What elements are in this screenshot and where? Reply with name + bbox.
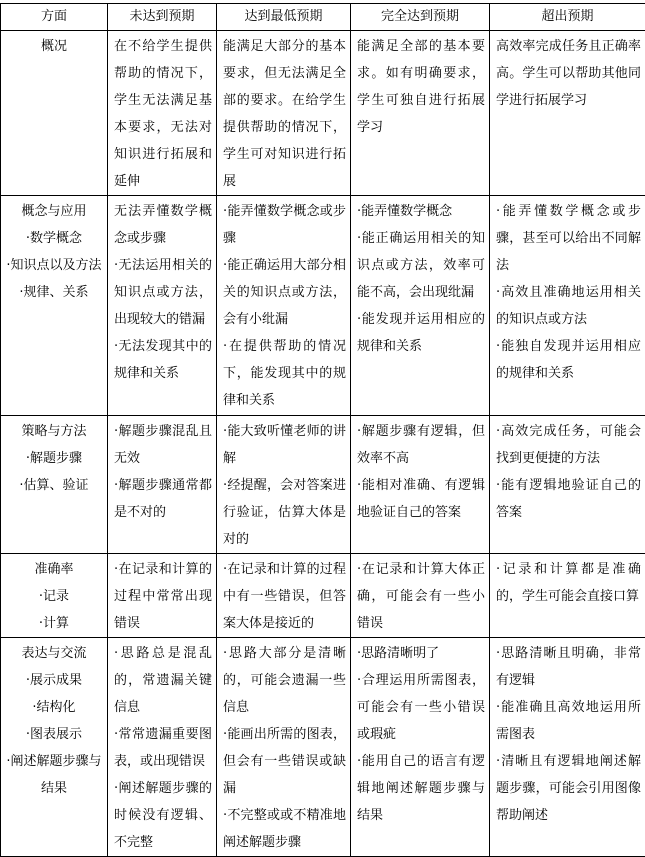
criteria-item: ·无法发现其中的规律和关系 <box>114 333 212 387</box>
criteria-cell-exceeds-expectation <box>490 196 645 416</box>
criteria-item: ·能发现并运用相应的规律和关系 <box>357 306 485 360</box>
criteria-item: ·经提醒，会对答案进行验证，估算大体是对的 <box>223 472 346 553</box>
criteria-cell-below-expectation <box>108 638 217 857</box>
criteria-cell-meets-expectation <box>351 416 490 554</box>
criteria-cell-minimum-expectation <box>217 638 351 857</box>
criteria-item: 高效率完成任务且正确率高。学生可以帮助其他同学进行拓展学习 <box>496 33 641 114</box>
aspect-cell <box>1 416 108 554</box>
table-row <box>1 416 645 554</box>
criteria-item: 无法弄懂数学概念或步骤 <box>114 198 212 252</box>
aspect-subitem: ·规律、关系 <box>3 279 105 306</box>
assessment-rubric-table <box>0 3 645 857</box>
criteria-cell-exceeds-expectation <box>490 554 645 638</box>
table-row <box>1 554 645 638</box>
criteria-item: ·解题步骤通常都是不对的 <box>114 472 212 526</box>
criteria-item: ·能画出所需的图表，但会有一些错误或缺漏 <box>223 721 346 802</box>
aspect-title: 概念与应用 <box>3 198 105 225</box>
criteria-item: ·能正确运用大部分相关的知识点或方法，会有小纰漏 <box>223 252 346 333</box>
criteria-item: 能满足全部的基本要求。如有明确要求，学生可独自进行拓展学习 <box>357 33 485 141</box>
aspect-title: 准确率 <box>3 556 105 583</box>
aspect-subitem: ·数学概念 <box>3 225 105 252</box>
aspect-subitem: ·图表展示 <box>3 721 105 748</box>
aspect-title: 表达与交流 <box>3 640 105 667</box>
column-header-meets-expectation: 完全达到预期 <box>351 4 490 31</box>
criteria-item: ·合理运用所需图表，可能会有一些小错误或瑕疵 <box>357 667 485 748</box>
criteria-item: ·解题步骤有逻辑，但效率不高 <box>357 418 485 472</box>
criteria-cell-exceeds-expectation <box>490 31 645 196</box>
column-header-exceeds-expectation: 超出预期 <box>490 4 645 31</box>
criteria-cell-exceeds-expectation <box>490 638 645 857</box>
criteria-item: ·能弄懂数学概念 <box>357 198 485 225</box>
criteria-item: ·能有逻辑地验证自己的答案 <box>496 472 641 526</box>
aspect-title: 概况 <box>3 33 105 60</box>
criteria-cell-below-expectation <box>108 416 217 554</box>
criteria-item: ·无法运用相关的知识点或方法，出现较大的错漏 <box>114 252 212 333</box>
table-row <box>1 638 645 857</box>
aspect-subitem: ·阐述解题步骤与结果 <box>3 748 105 802</box>
criteria-item: ·思路清晰明了 <box>357 640 485 667</box>
criteria-item: ·能正确运用相关的知识点或方法，效率可能不高，会出现纰漏 <box>357 225 485 306</box>
criteria-cell-below-expectation <box>108 196 217 416</box>
criteria-item: 在不给学生提供帮助的情况下，学生无法满足基本要求，无法对知识进行拓展和延伸 <box>114 33 212 195</box>
criteria-cell-below-expectation <box>108 31 217 196</box>
criteria-item: ·在提供帮助的情况下，能发现其中的规律和关系 <box>223 333 346 414</box>
criteria-item: ·不完整或或不精准地阐述解题步骤 <box>223 802 346 856</box>
criteria-cell-exceeds-expectation <box>490 416 645 554</box>
aspect-subitem: ·解题步骤 <box>3 445 105 472</box>
criteria-item: ·记录和计算都是准确的，学生可能会直接口算 <box>496 556 641 610</box>
aspect-cell <box>1 31 108 196</box>
table-row <box>1 196 645 416</box>
criteria-item: ·能弄懂数学概念或步骤 <box>223 198 346 252</box>
aspect-title: 策略与方法 <box>3 418 105 445</box>
criteria-item: ·思路清晰且明确，非常有逻辑 <box>496 640 641 694</box>
criteria-cell-minimum-expectation <box>217 196 351 416</box>
aspect-subitem: ·计算 <box>3 610 105 637</box>
column-header-below-expectation: 未达到预期 <box>108 4 217 31</box>
aspect-subitem: ·知识点以及方法 <box>3 252 105 279</box>
aspect-subitem: ·估算、验证 <box>3 472 105 499</box>
criteria-item: ·思路大部分是清晰的，可能会遗漏一些信息 <box>223 640 346 721</box>
criteria-cell-minimum-expectation <box>217 31 351 196</box>
criteria-item: ·常常遗漏重要图表，或出现错误 <box>114 721 212 775</box>
criteria-item: ·能准确且高效地运用所需图表 <box>496 694 641 748</box>
criteria-item: ·高效完成任务，可能会找到更便捷的方法 <box>496 418 641 472</box>
criteria-item: ·能大致听懂老师的讲解 <box>223 418 346 472</box>
criteria-item: ·能独自发现并运用相应的规律和关系 <box>496 333 641 387</box>
criteria-cell-meets-expectation <box>351 638 490 857</box>
aspect-subitem: ·记录 <box>3 583 105 610</box>
criteria-item: ·能弄懂数学概念或步骤，甚至可以给出不同解法 <box>496 198 641 279</box>
criteria-item: ·清晰且有逻辑地阐述解题步骤，可能会引用图像帮助阐述 <box>496 748 641 829</box>
header-row <box>1 4 645 31</box>
criteria-item: ·思路总是混乱的，常遗漏关键信息 <box>114 640 212 721</box>
criteria-item: ·阐述解题步骤的时候没有逻辑、不完整 <box>114 775 212 856</box>
criteria-cell-below-expectation <box>108 554 217 638</box>
criteria-cell-minimum-expectation <box>217 416 351 554</box>
aspect-cell <box>1 554 108 638</box>
criteria-item: ·高效且准确地运用相关的知识点或方法 <box>496 279 641 333</box>
column-header-aspect: 方面 <box>1 4 108 31</box>
aspect-subitem: ·展示成果 <box>3 667 105 694</box>
aspect-cell <box>1 638 108 857</box>
criteria-cell-meets-expectation <box>351 196 490 416</box>
criteria-item: ·在记录和计算的过程中常常出现错误 <box>114 556 212 637</box>
criteria-item: ·解题步骤混乱且无效 <box>114 418 212 472</box>
criteria-cell-meets-expectation <box>351 554 490 638</box>
criteria-cell-minimum-expectation <box>217 554 351 638</box>
criteria-item: 能满足大部分的基本要求，但无法满足全部的要求。在给学生提供帮助的情况下，学生可对知识进行拓展 <box>223 33 346 195</box>
criteria-cell-meets-expectation <box>351 31 490 196</box>
aspect-subitem: ·结构化 <box>3 694 105 721</box>
aspect-cell <box>1 196 108 416</box>
table-row <box>1 31 645 196</box>
criteria-item: ·在记录和计算的过程中有一些错误，但答案大体是接近的 <box>223 556 346 637</box>
criteria-item: ·在记录和计算大体正确，可能会有一些小错误 <box>357 556 485 637</box>
criteria-item: ·能相对准确、有逻辑地验证自己的答案 <box>357 472 485 526</box>
column-header-minimum-expectation: 达到最低预期 <box>217 4 351 31</box>
criteria-item: ·能用自己的语言有逻辑地阐述解题步骤与结果 <box>357 748 485 829</box>
